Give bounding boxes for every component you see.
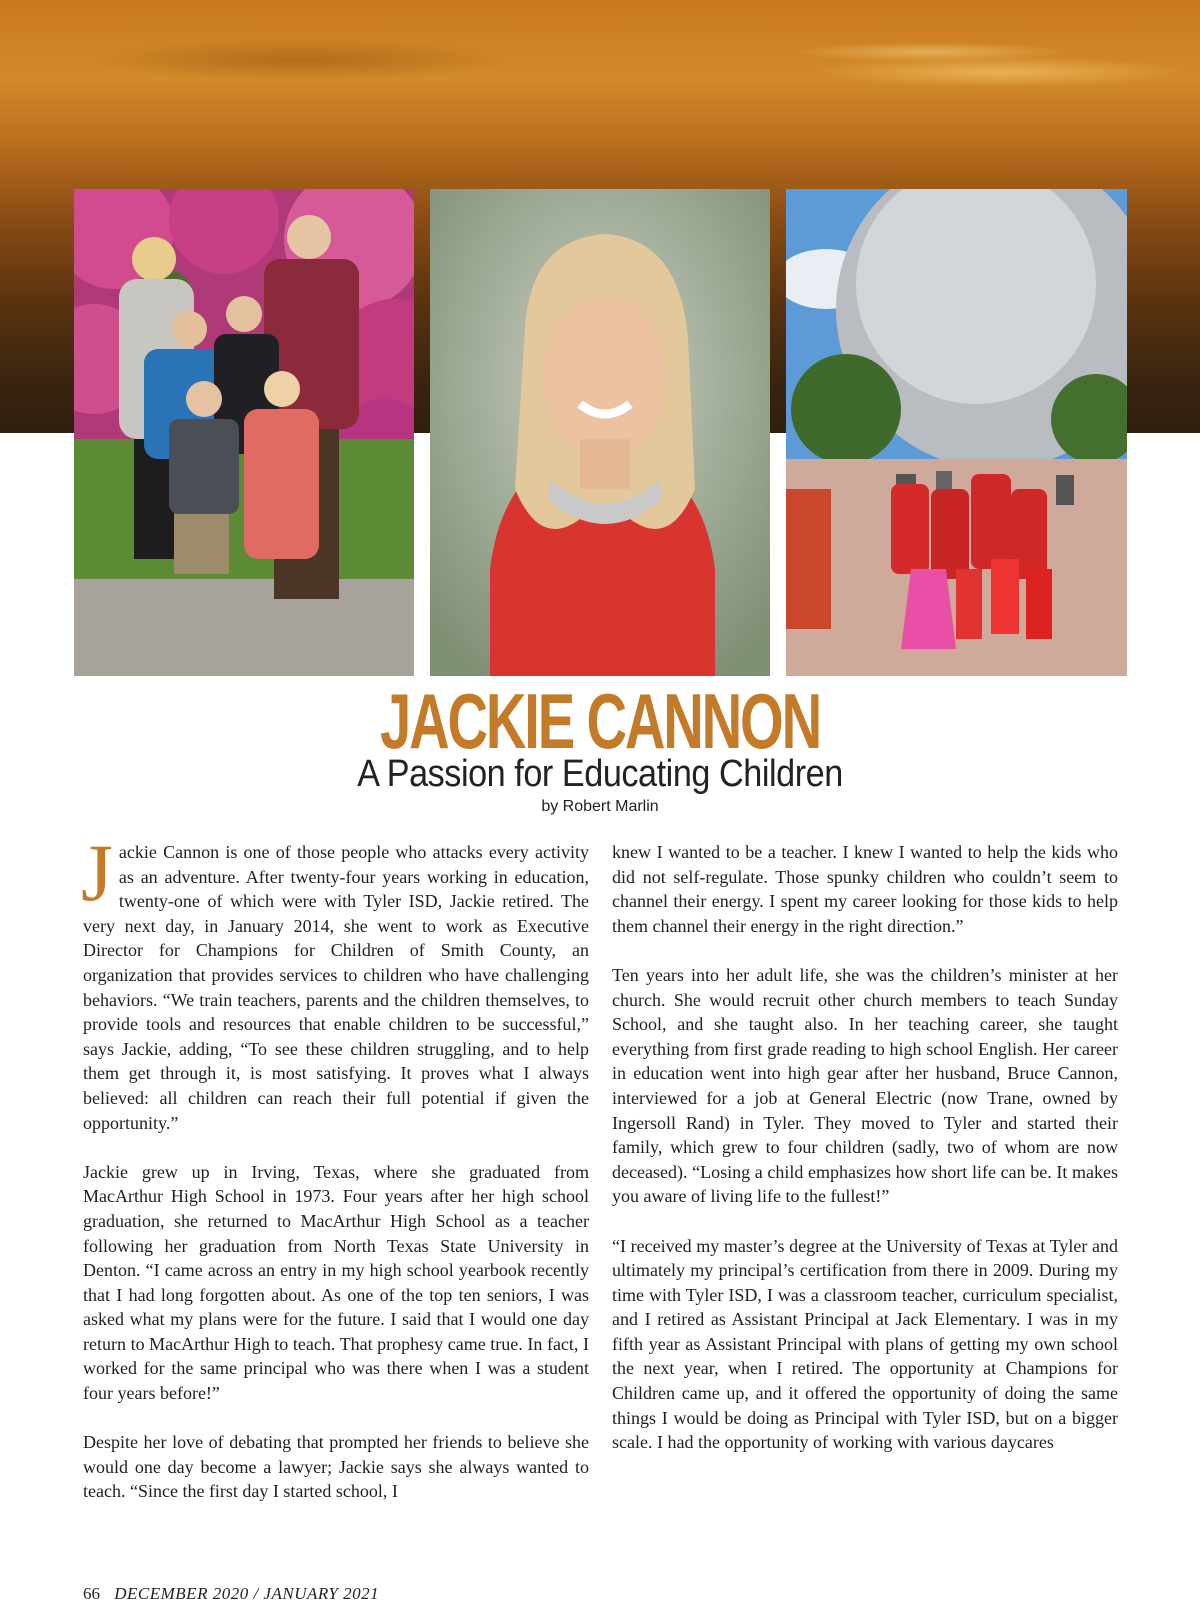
article-column-left xyxy=(81,827,589,1529)
portrait-photo xyxy=(430,189,770,676)
epcot-photo xyxy=(786,189,1127,676)
paragraph: Ten years into her adult life, she was the children’s minister at her church. She would recruit other church members to teach Sunday School, and she taught also. In her teaching career, she taught everything from first grade reading to high school English. Her career in education went into high gear after her husband, Bruce Cannon, interviewed for a job at General Electric (now Trane, owned by Ingersoll Rand) in Tyler. They moved to Tyler and started their family, which grew to four children (sadly, two of whom are now deceased). “Losing a child emphasizes how short life can be. It makes you aware of living life to the fullest!” xyxy=(612,964,1118,1207)
article-subtitle: A Passion for Educating Children xyxy=(357,753,843,795)
article-title: JACKIE CANNON xyxy=(380,677,820,765)
issue-date: DECEMBER 2020 / JANUARY 2021 xyxy=(114,1584,380,1603)
page-footer xyxy=(83,1584,379,1604)
page-number: 66 xyxy=(83,1584,100,1603)
paragraph: Jackie grew up in Irving, Texas, where she graduated from MacArthur High School in 1973. Four years after her high school graduation, she returned to MacArthur High School as a teacher following her graduation from North Texas State University in Denton. “I came across an entry in my high school yearbook recently that I had long forgotten about. As one of the top ten seniors, I was asked what my plans were for the future. I said that I would one day return to MacArthur High to teach. That prophesy came true. In fact, I worked for the same principal who was there when I was a student four years before!” xyxy=(83,1161,589,1404)
article-column-right xyxy=(612,840,1118,1479)
paragraph: Despite her love of debating that prompted her friends to believe she would one day become a lawyer; Jackie says she always wanted to teach. “Since the first day I started school, I xyxy=(83,1432,589,1502)
byline: by Robert Marlin xyxy=(541,798,659,815)
paragraph: “I received my master’s degree at the University of Texas at Tyler and ultimately my principal’s certification from there in 2009. During my time with Tyler ISD, I was a classroom teacher, curriculum specialist, and I retired as Assistant Principal at Jack Elementary. I was in my fifth year as Assistant Principal with plans of getting my own school the next year, when I retired. The opportunity at Champions for Children came up, and it offered the opportunity of doing the same things I would be doing as Principal with Tyler ISD, but on a bigger scale. I had the opportunity of working with various daycares xyxy=(612,1235,1118,1453)
paragraph: knew I wanted to be a teacher. I knew I wanted to help the kids who did not self-regulate. Those spunky children who couldn’t seem to channel their energy. I spent my career looking for those kids to help them channel their energy in the right direction.” xyxy=(612,842,1118,936)
drop-cap: J xyxy=(81,827,113,918)
paragraph: Jackie Cannon is one of those people who attacks every activity as an adventure. After twenty-four years working in education, twenty-one of which were with Tyler ISD, Jackie retired. The very next day, in January 2014, she went to work as Executive Director for Champions for Children of Smith County, an organization that provides services to children who have challenging behaviors. “We train teachers, parents and the children themselves, to provide tools and resources that enable children to be successful,” says Jackie, adding, “To see these children struggling, and to help them get through it, is most satisfying. It proves what I always believed: all children can reach their full potential if given the opportunity.” xyxy=(81,827,589,1133)
family-photo xyxy=(74,189,414,676)
